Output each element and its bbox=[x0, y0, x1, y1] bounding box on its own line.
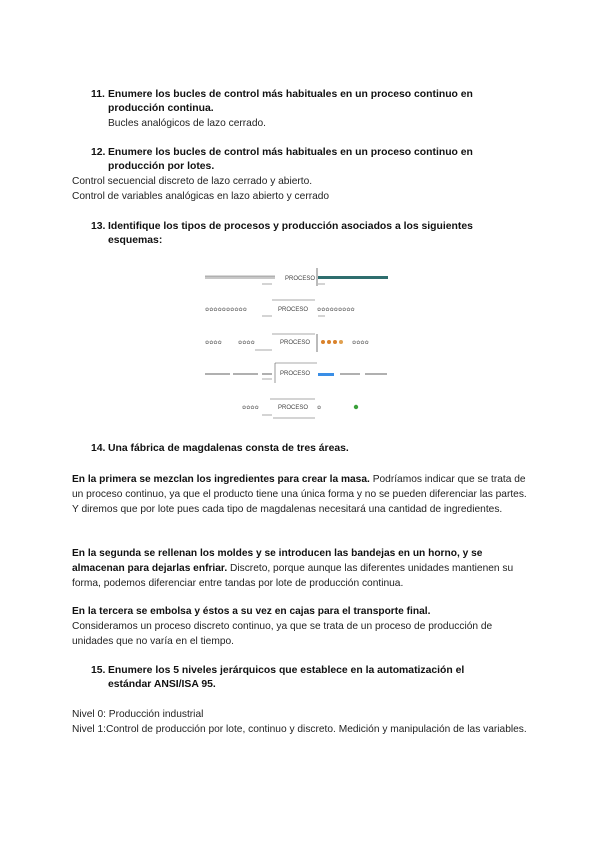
output-unit: ✿ bbox=[317, 405, 322, 411]
output-unit-orange bbox=[321, 340, 325, 344]
question-text: Enumere los bucles de control más habituales en un proceso continuo en bbox=[108, 147, 473, 158]
output-unit-orange bbox=[327, 340, 331, 344]
process-types-diagram bbox=[200, 262, 395, 422]
input-segment bbox=[262, 373, 272, 375]
question-text: Identifique los tipos de procesos y producción asociados a los siguientes bbox=[108, 221, 473, 232]
question-12 bbox=[91, 146, 521, 174]
question-text-cont: producción continua. bbox=[108, 103, 214, 114]
paragraph-bold: En la tercera se embolsa y éstos a su vez en cajas para el transporte final. bbox=[72, 606, 431, 617]
question-11 bbox=[91, 88, 521, 116]
question-text-cont: producción por lotes. bbox=[108, 161, 215, 172]
process-label: PROCESO bbox=[278, 307, 309, 313]
question-13 bbox=[91, 220, 521, 248]
diagram-row-batch-continuous bbox=[205, 363, 387, 383]
question-text: Una fábrica de magdalenas consta de tres áreas. bbox=[108, 443, 349, 454]
output-segment bbox=[340, 373, 360, 375]
paragraph-area-2 bbox=[72, 546, 532, 591]
question-number: 15. bbox=[91, 665, 106, 676]
question-text-cont: esquemas: bbox=[108, 235, 163, 246]
question-15 bbox=[91, 664, 521, 692]
paragraph-bold: En la segunda se rellenan los moldes y se introducen las bandejas en un horno, y se almacenan para dejarlas enfriar. bbox=[72, 548, 483, 574]
question-number: 13. bbox=[91, 221, 106, 232]
paragraph-text: Discreto, porque aunque las diferentes unidades mantienen su forma, podemos diferenciar entre tandas por lote de producción continua. bbox=[72, 563, 514, 589]
input-units: ✿✿✿✿ bbox=[242, 405, 259, 411]
output-batch: ✿✿✿✿ bbox=[352, 340, 369, 346]
input-batch-2: ✿✿✿✿ bbox=[238, 340, 255, 346]
input-segment bbox=[233, 373, 258, 375]
output-flow-bar bbox=[318, 276, 388, 279]
output-units: ✿✿✿✿✿✿✿✿✿ bbox=[317, 307, 355, 313]
paragraph-text: Consideramos un proceso discreto continuo, ya que se trata de un proceso de producción de unidades que no varía en el tiempo. bbox=[72, 621, 493, 647]
question-text: Enumere los bucles de control más habituales en un proceso continuo en bbox=[108, 89, 473, 100]
question-text-cont: estándar ANSI/ISA 95. bbox=[108, 679, 216, 690]
answer-15-line-1: Nivel 0: Producción industrial bbox=[72, 709, 204, 720]
paragraph-area-3 bbox=[72, 604, 532, 649]
diagram-row-batch bbox=[205, 334, 369, 352]
input-flow-bar bbox=[205, 276, 275, 279]
paragraph-bold: En la primera se mezclan los ingredientes para crear la masa. bbox=[72, 474, 370, 485]
question-number: 14. bbox=[91, 443, 106, 454]
output-segment bbox=[365, 373, 387, 375]
output-segment-blue bbox=[318, 373, 334, 376]
diagram-row-discrete bbox=[205, 300, 355, 316]
answer-12-line-1: Control secuencial discreto de lazo cerrado y abierto. bbox=[72, 176, 313, 187]
output-unit-green bbox=[354, 405, 358, 409]
input-batch-1: ✿✿✿✿ bbox=[205, 340, 222, 346]
question-14 bbox=[91, 442, 521, 456]
question-text: Enumere los 5 niveles jerárquicos que establece en la automatización el bbox=[108, 665, 465, 676]
answer-12-line-2: Control de variables analógicas en lazo abierto y cerrado bbox=[72, 191, 330, 202]
answer-11: Bucles analógicos de lazo cerrado. bbox=[108, 118, 267, 129]
process-label: PROCESO bbox=[285, 276, 316, 282]
process-label: PROCESO bbox=[280, 371, 311, 377]
input-units: ✿✿✿✿✿✿✿✿✿✿ bbox=[205, 307, 247, 313]
answer-15-line-2: Nivel 1:Control de producción por lote, continuo y discreto. Medición y manipulación de las variables. bbox=[72, 724, 527, 735]
input-segment bbox=[205, 373, 230, 375]
process-label: PROCESO bbox=[280, 340, 311, 346]
diagram-row-continuous bbox=[205, 268, 388, 286]
diagram-row-individual bbox=[242, 399, 358, 418]
paragraph-area-1 bbox=[72, 472, 532, 517]
process-label: PROCESO bbox=[278, 405, 309, 411]
question-number: 11. bbox=[91, 89, 105, 100]
output-unit-orange bbox=[339, 340, 343, 344]
paragraph-text: Podríamos indicar que se trata de un proceso continuo, ya que el producto tiene una única forma y no se pueden diferenciar las partes. Y diremos que por lote pues cada tipo de magdalenas necesitará una cantidad de ingredientes. bbox=[72, 474, 527, 515]
question-number: 12. bbox=[91, 147, 106, 158]
output-unit-orange bbox=[333, 340, 337, 344]
